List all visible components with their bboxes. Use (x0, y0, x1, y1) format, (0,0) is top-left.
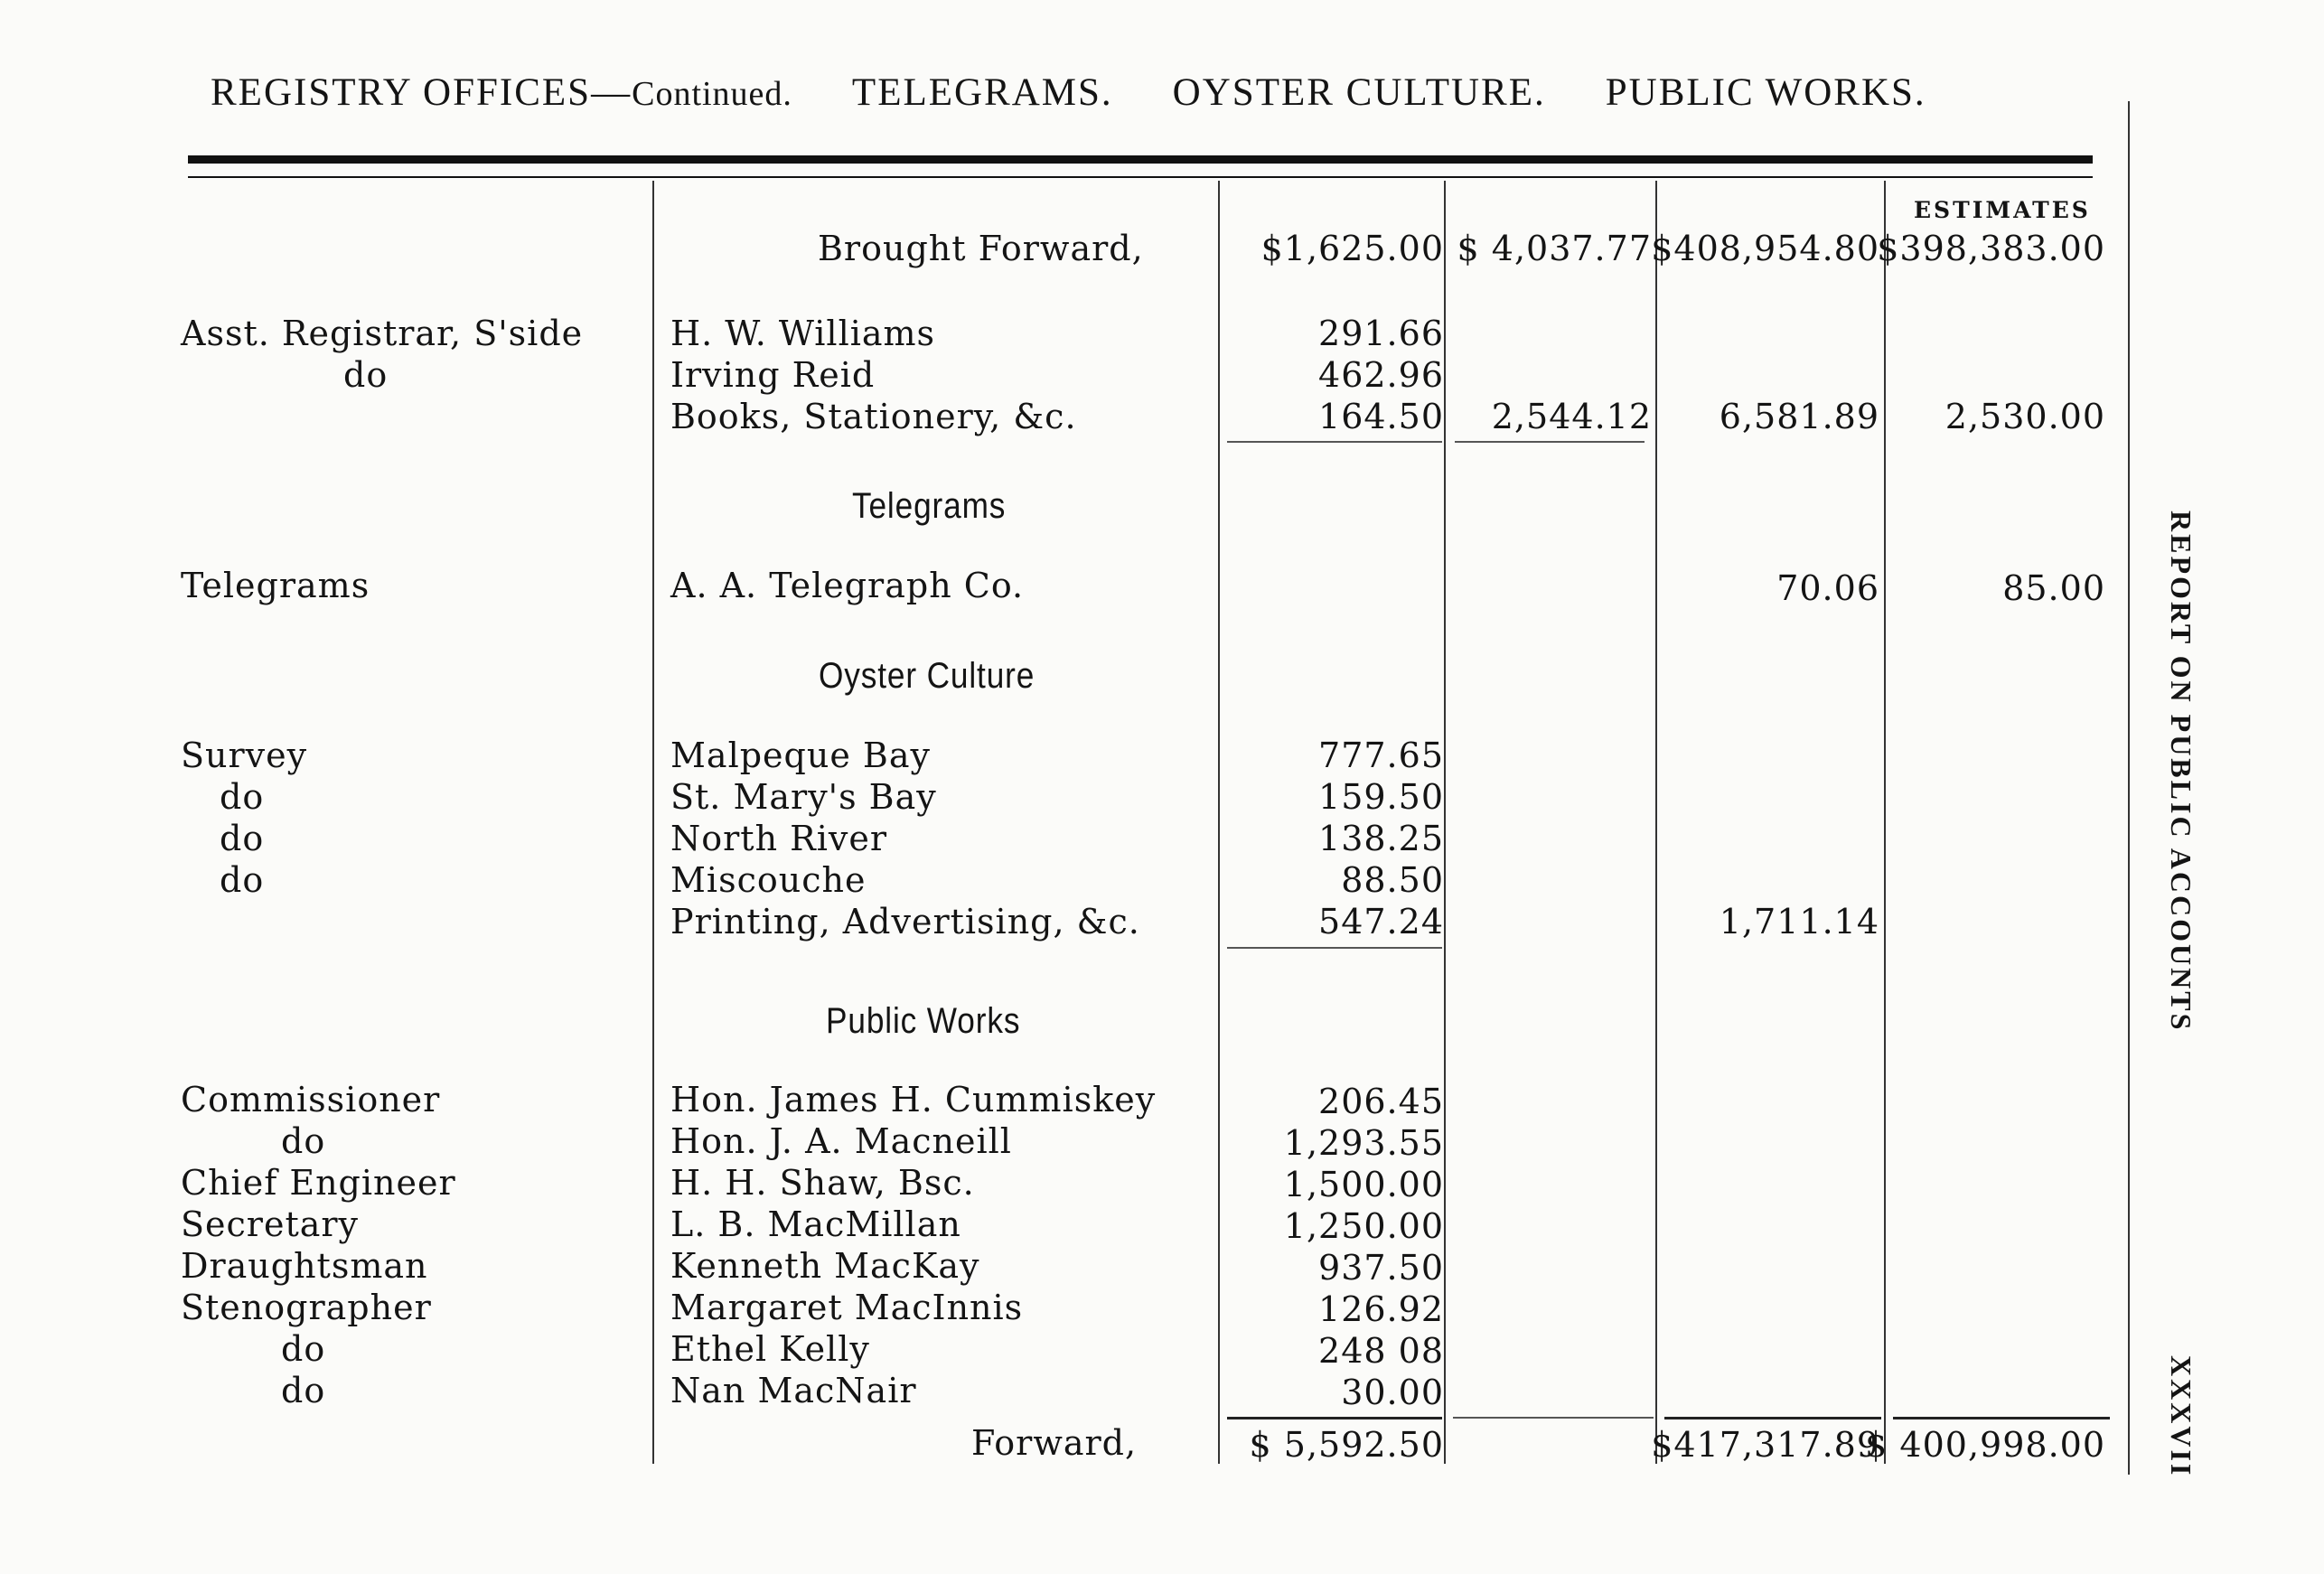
oyster-total-col3: 1,711.14 (1719, 902, 1879, 942)
public-works-role-4: Draughtsman (181, 1246, 428, 1286)
public-works-name-1: Hon. J. A. Macneill (670, 1121, 1012, 1161)
section-telegrams-heading: Telegrams (852, 486, 1007, 526)
public-works-name-5: Margaret MacInnis (670, 1288, 1024, 1327)
header-oyster: OYSTER CULTURE. (1172, 71, 1546, 114)
public-works-role-6: do (281, 1329, 326, 1369)
public-works-amount-5: 126.92 (1318, 1289, 1444, 1329)
telegrams-name: A. A. Telegraph Co. (670, 566, 1025, 605)
forward-label: Forward, (971, 1423, 1138, 1463)
side-title: REPORT ON PUBLIC ACCOUNTS (2165, 511, 2197, 1033)
public-works-amount-6: 248 08 (1318, 1331, 1444, 1371)
registry-name-0: H. W. Williams (670, 314, 936, 353)
oyster-amount-4: 547.24 (1318, 902, 1444, 942)
telegrams-role: Telegrams (181, 566, 370, 605)
oyster-amount-1: 159.50 (1318, 777, 1444, 817)
oyster-amount-3: 88.50 (1341, 860, 1444, 900)
oyster-name-3: Miscouche (670, 860, 867, 900)
telegrams-col4: 85.00 (2002, 568, 2105, 608)
section-oyster-heading: Oyster Culture (819, 656, 1035, 696)
registry-subtotal-rule-2 (1455, 441, 1645, 443)
brought-forward-label: Brought Forward, (818, 229, 1144, 268)
public-works-role-1: do (281, 1121, 326, 1161)
forward-rule-col4 (1893, 1417, 2110, 1419)
forward-col3: $417,317.89 (1651, 1425, 1879, 1465)
oyster-name-2: North River (670, 819, 888, 858)
public-works-name-6: Ethel Kelly (670, 1329, 870, 1369)
registry-amount-2: 164.50 (1318, 397, 1444, 436)
column-divider-4 (1655, 181, 1657, 1464)
registry-name-2: Books, Stationery, &c. (670, 397, 1077, 436)
page-header (211, 70, 1926, 115)
registry-total-col3: 6,581.89 (1719, 397, 1879, 436)
public-works-name-7: Nan MacNair (670, 1371, 917, 1410)
oyster-name-4: Printing, Advertising, &c. (670, 902, 1140, 942)
public-works-amount-3: 1,250.00 (1283, 1206, 1444, 1246)
oyster-amount-2: 138.25 (1318, 819, 1444, 858)
header-continued: Continued. (632, 75, 792, 113)
public-works-role-5: Stenographer (181, 1288, 432, 1327)
page-number: XXXVII (2165, 1355, 2197, 1478)
public-works-amount-4: 937.50 (1318, 1248, 1444, 1288)
forward-col1: $ 5,592.50 (1249, 1425, 1444, 1465)
registry-total-col4: 2,530.00 (1944, 397, 2105, 436)
brought-forward-col3: $408,954.80 (1651, 229, 1879, 268)
oyster-role-2: do (220, 819, 265, 858)
column-divider-2 (1218, 181, 1220, 1464)
column-divider-1 (652, 181, 654, 1464)
header-rule-thin (188, 176, 2093, 178)
oyster-role-1: do (220, 777, 265, 817)
public-works-amount-7: 30.00 (1341, 1373, 1444, 1412)
header-rule-thick (188, 155, 2093, 164)
registry-role-0: Asst. Registrar, S'side (181, 314, 584, 353)
brought-forward-col2: $ 4,037.77 (1457, 229, 1652, 268)
forward-rule-col2 (1453, 1417, 1654, 1419)
page-border-right (2128, 101, 2130, 1475)
header-telegrams: TELEGRAMS. (851, 71, 1113, 114)
public-works-role-3: Secretary (181, 1204, 360, 1244)
registry-name-1: Irving Reid (670, 355, 876, 395)
public-works-name-0: Hon. James H. Cummiskey (670, 1080, 1157, 1120)
public-works-amount-1: 1,293.55 (1283, 1123, 1444, 1163)
public-works-name-2: H. H. Shaw, Bsc. (670, 1163, 975, 1203)
forward-col4: $ 400,998.00 (1865, 1425, 2105, 1465)
public-works-role-2: Chief Engineer (181, 1163, 456, 1203)
brought-forward-col4: $398,383.00 (1877, 229, 2105, 268)
header-public-works: PUBLIC WORKS. (1605, 71, 1926, 114)
forward-rule-col1 (1227, 1417, 1442, 1419)
registry-total-col2: 2,544.12 (1491, 397, 1652, 436)
column-divider-3 (1444, 181, 1446, 1464)
public-works-role-7: do (281, 1371, 326, 1410)
public-works-amount-0: 206.45 (1318, 1082, 1444, 1121)
column-divider-5 (1884, 181, 1886, 1464)
public-works-name-3: L. B. MacMillan (670, 1204, 961, 1244)
section-public-works-heading: Public Works (826, 1001, 1021, 1041)
oyster-name-1: St. Mary's Bay (670, 777, 937, 817)
registry-subtotal-rule (1227, 441, 1442, 443)
estimates-header: ESTIMATES (1914, 197, 2091, 223)
oyster-role-0: Survey (181, 735, 308, 775)
brought-forward-col1: $1,625.00 (1260, 229, 1444, 268)
public-works-amount-2: 1,500.00 (1283, 1165, 1444, 1204)
registry-amount-0: 291.66 (1318, 314, 1444, 353)
oyster-amount-0: 777.65 (1318, 735, 1444, 775)
forward-rule-col3 (1664, 1417, 1881, 1419)
public-works-name-4: Kenneth MacKay (670, 1246, 980, 1286)
registry-role-1: do (343, 355, 389, 395)
oyster-subtotal-rule (1227, 947, 1442, 949)
header-registry: REGISTRY OFFICES— (211, 71, 633, 114)
oyster-name-0: Malpeque Bay (670, 735, 931, 775)
registry-amount-1: 462.96 (1318, 355, 1444, 395)
oyster-role-3: do (220, 860, 265, 900)
telegrams-col3: 70.06 (1776, 568, 1879, 608)
public-works-role-0: Commissioner (181, 1080, 441, 1120)
